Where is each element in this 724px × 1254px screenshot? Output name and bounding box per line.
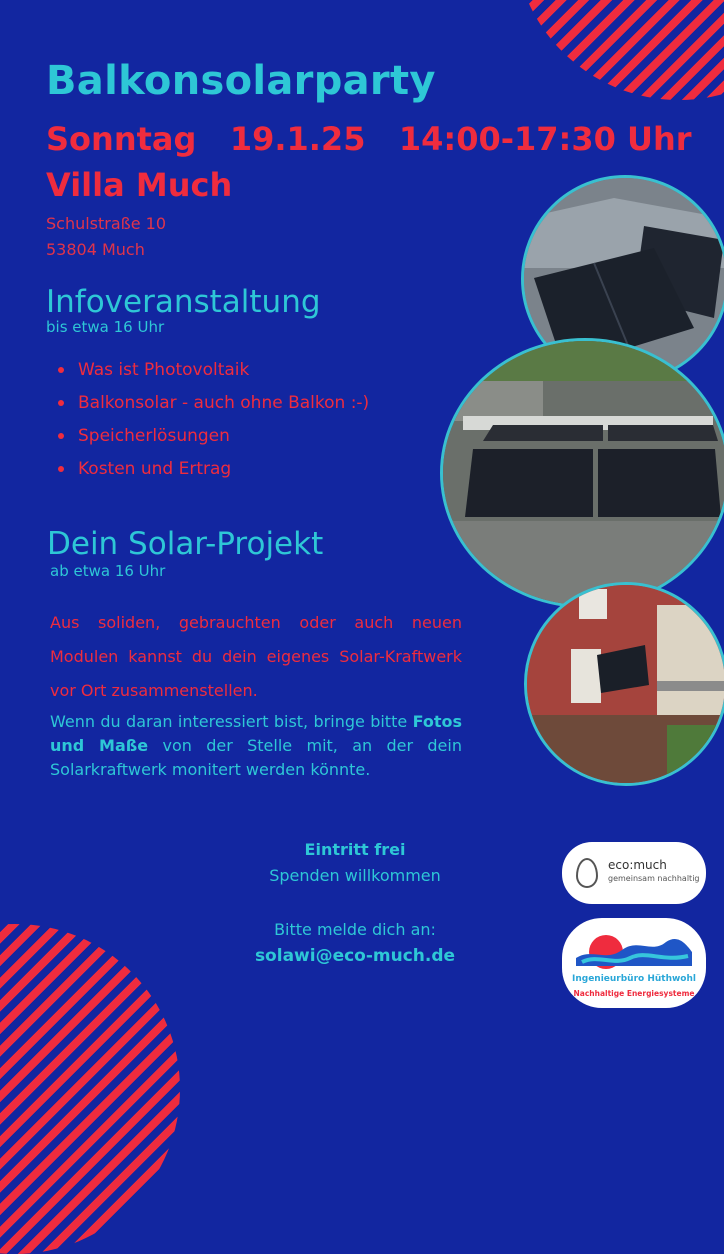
entry-free-text: Eintritt frei xyxy=(304,840,406,859)
event-venue: Villa Much xyxy=(46,166,233,204)
info-topic-item: Balkonsolar - auch ohne Balkon :-) xyxy=(56,393,369,426)
event-title: Balkonsolarparty xyxy=(46,58,436,104)
project-heading: Dein Solar-Projekt xyxy=(47,526,324,562)
event-date-time: Sonntag 19.1.25 14:00-17:30 Uhr xyxy=(46,120,692,158)
info-topic-item: Kosten und Ertrag xyxy=(56,459,369,492)
sun-waves-icon xyxy=(562,918,706,974)
info-topic-item: Speicherlösungen xyxy=(56,426,369,459)
contact-email: solawi@eco-much.de xyxy=(254,946,456,966)
info-heading: Infoveranstaltung xyxy=(46,284,321,320)
request-text-start: Wenn du daran interessiert bist, bringe bitte xyxy=(50,712,413,731)
project-request-paragraph xyxy=(50,710,462,782)
eco-much-logo-title: eco:much xyxy=(608,858,667,872)
ingenieurbuero-logo-title: Ingenieurbüro Hüthwohl xyxy=(572,974,696,984)
decorative-stripes-top-right xyxy=(514,0,724,100)
solar-panels-ground-photo xyxy=(440,338,724,608)
donations-text: Spenden willkommen xyxy=(269,866,441,885)
request-text-end: von der Stelle mit, an der dein Solarkraftwerk monitert werden könnte. xyxy=(50,736,462,779)
signup-text: Bitte melde dich an: xyxy=(274,920,436,939)
request-text-bold: Fotos und Maße xyxy=(50,712,462,755)
decorative-stripes-bottom-left xyxy=(0,924,180,1254)
info-topic-list xyxy=(56,360,369,492)
venue-city: 53804 Much xyxy=(46,240,145,259)
project-paragraph: Aus soliden, gebrauchten oder auch neuen Modulen kannst du dein eigenes Solar-Kraftwerk vor Ort zusammenstellen. xyxy=(50,613,462,700)
project-subheading: ab etwa 16 Uhr xyxy=(50,562,166,580)
ingenieurbuero-logo-subtitle: Nachhaltige Energiesysteme xyxy=(573,989,695,998)
ingenieurbuero-logo xyxy=(562,918,706,1008)
leaf-icon xyxy=(576,858,598,888)
eco-much-logo-subtitle: gemeinsam nachhaltig xyxy=(608,874,700,883)
info-topic-item: Was ist Photovoltaik xyxy=(56,360,369,393)
eco-much-logo xyxy=(562,842,706,904)
info-subheading: bis etwa 16 Uhr xyxy=(46,318,165,336)
balcony-solar-house-photo xyxy=(524,582,724,786)
venue-street: Schulstraße 10 xyxy=(46,214,167,233)
